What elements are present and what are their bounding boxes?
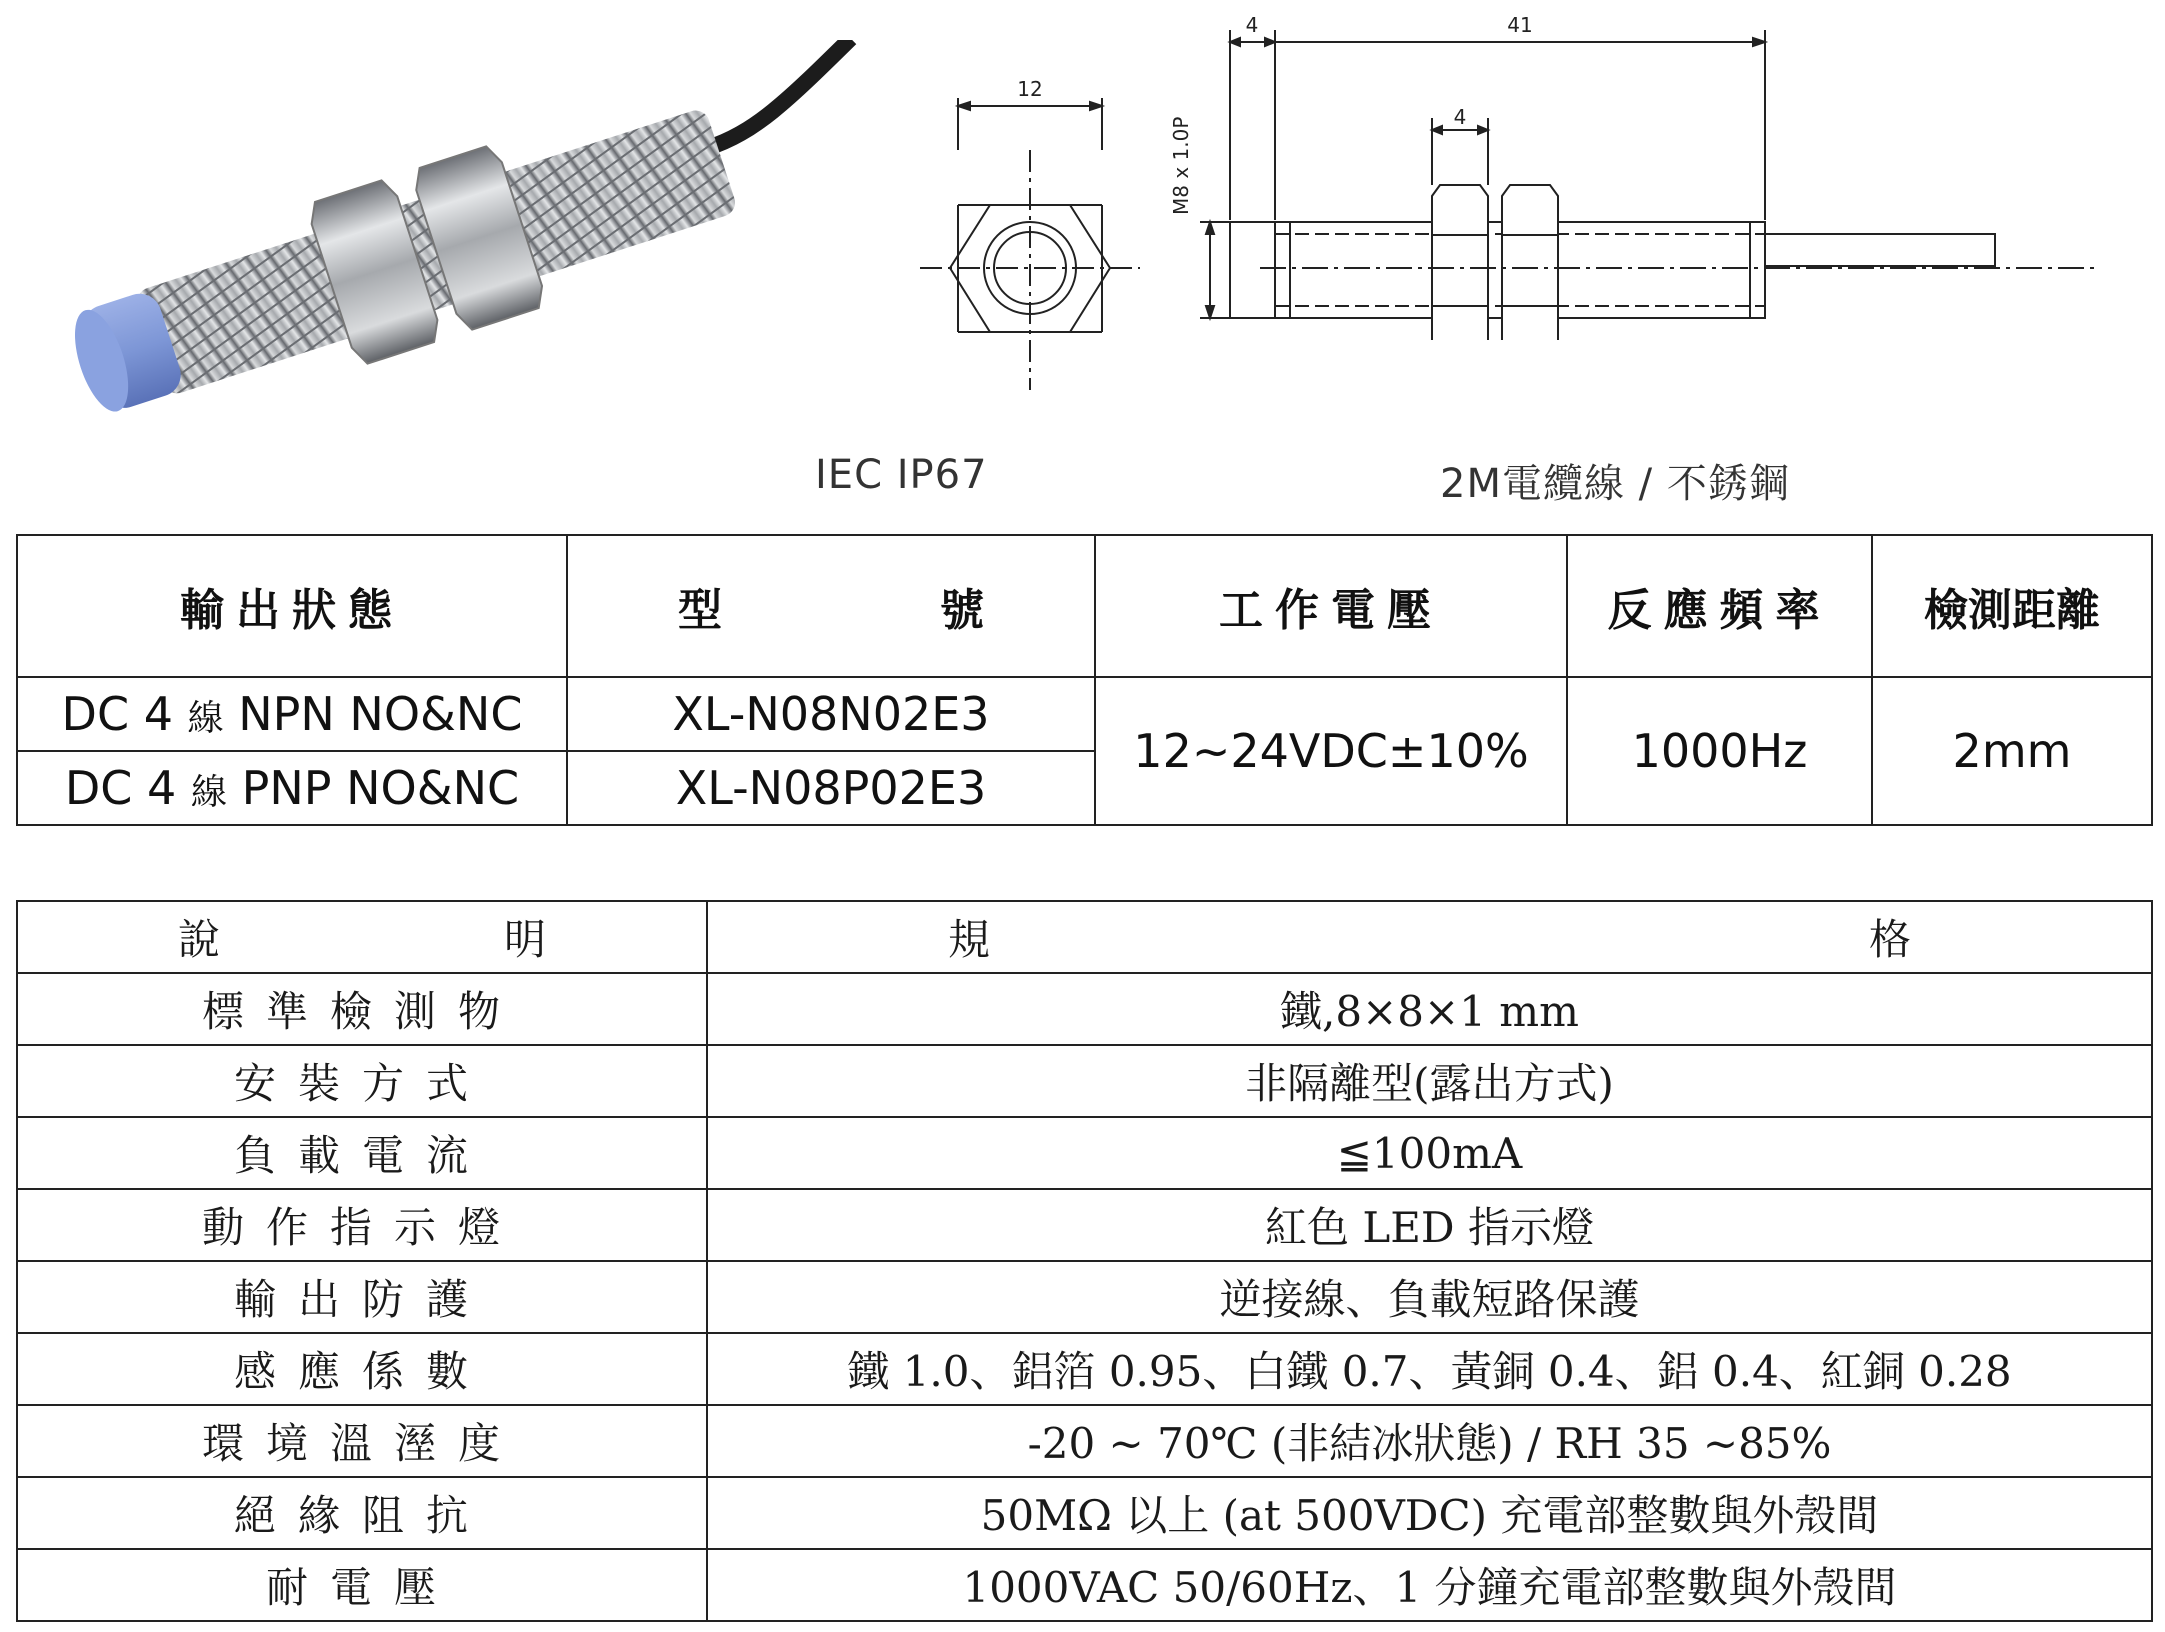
cable xyxy=(689,40,869,148)
spec-label: 動作指示燈 xyxy=(17,1189,707,1261)
table-header-row xyxy=(17,901,2152,973)
spec-value: 鐵 1.0、鋁箔 0.95、白鐵 0.7、黃銅 0.4、鋁 0.4、紅銅 0.28 xyxy=(707,1333,2152,1405)
spec-label: 負載電流 xyxy=(17,1117,707,1189)
header-model xyxy=(567,535,1095,677)
table-row xyxy=(17,1045,2152,1117)
model-cell: XL-N08P02E3 xyxy=(567,751,1095,825)
model-table xyxy=(16,534,2153,826)
voltage-cell: 12~24VDC±10% xyxy=(1095,677,1567,825)
spec-value: 逆接線、負載短路保護 xyxy=(707,1261,2152,1333)
table-row xyxy=(17,973,2152,1045)
spec-value: 鐵,8×8×1 mm xyxy=(707,973,2152,1045)
dimension-label: 4 xyxy=(1245,13,1259,37)
output-text: 線 xyxy=(187,698,224,739)
ip-rating-caption: IEC IP67 xyxy=(815,452,988,498)
output-text: PNP NO&NC xyxy=(226,761,520,815)
header-description xyxy=(17,901,707,973)
header-description-a: 說 xyxy=(178,915,221,964)
output-cell xyxy=(17,751,567,825)
header-frequency: 反應頻率 xyxy=(1567,535,1872,677)
distance-cell: 2mm xyxy=(1872,677,2152,825)
table-row xyxy=(17,1333,2152,1405)
header-spec xyxy=(707,901,2152,973)
header-output: 輸出狀態 xyxy=(17,535,567,677)
spec-label: 環境溫溼度 xyxy=(17,1405,707,1477)
header-spec-b: 格 xyxy=(1868,915,1911,964)
table-row xyxy=(17,1549,2152,1621)
header-description-b: 明 xyxy=(503,915,546,964)
table-row xyxy=(17,677,2152,751)
spec-value: ≦100mA xyxy=(707,1117,2152,1189)
spec-value: 非隔離型(露出方式) xyxy=(707,1045,2152,1117)
header-model-b: 號 xyxy=(940,585,984,636)
spec-label: 安裝方式 xyxy=(17,1045,707,1117)
table-header-row xyxy=(17,535,2152,677)
dimension-label: 12 xyxy=(1017,77,1043,101)
header-voltage: 工作電壓 xyxy=(1095,535,1567,677)
model-cell: XL-N08N02E3 xyxy=(567,677,1095,751)
spec-value: 紅色 LED 指示燈 xyxy=(707,1189,2152,1261)
spec-label: 耐電壓 xyxy=(17,1549,707,1621)
table-row xyxy=(17,1405,2152,1477)
side-view-drawing xyxy=(1150,0,2100,340)
sensor-photo xyxy=(40,40,890,460)
header-spec-a: 規 xyxy=(948,915,991,964)
spec-label: 標準檢測物 xyxy=(17,973,707,1045)
table-row xyxy=(17,1477,2152,1549)
output-text: DC 4 xyxy=(64,761,191,815)
spec-label: 輸出防護 xyxy=(17,1261,707,1333)
spec-value: 1000VAC 50/60Hz、1 分鐘充電部整數與外殼間 xyxy=(707,1549,2152,1621)
output-cell xyxy=(17,677,567,751)
table-row xyxy=(17,1117,2152,1189)
dimension-label: 4 xyxy=(1453,105,1467,129)
dimension-label: 41 xyxy=(1507,13,1533,37)
front-view-drawing xyxy=(900,70,1160,400)
spec-table xyxy=(16,900,2153,1622)
frequency-cell: 1000Hz xyxy=(1567,677,1872,825)
thread-label: M8 x 1.0P xyxy=(1169,116,1193,215)
output-text: NPN NO&NC xyxy=(223,687,523,741)
header-model-a: 型 xyxy=(678,585,722,636)
spec-value: -20 ~ 70℃ (非結冰狀態) / RH 35 ~85% xyxy=(707,1405,2152,1477)
cable-caption: 2M電纜線 / 不銹鋼 xyxy=(1440,461,1790,507)
spec-label: 絕緣阻抗 xyxy=(17,1477,707,1549)
output-text: 線 xyxy=(190,772,227,813)
output-text: DC 4 xyxy=(61,687,188,741)
spec-label: 感應係數 xyxy=(17,1333,707,1405)
table-row xyxy=(17,1261,2152,1333)
table-row xyxy=(17,1189,2152,1261)
header-distance: 檢測距離 xyxy=(1872,535,2152,677)
spec-value: 50MΩ 以上 (at 500VDC) 充電部整數與外殼間 xyxy=(707,1477,2152,1549)
